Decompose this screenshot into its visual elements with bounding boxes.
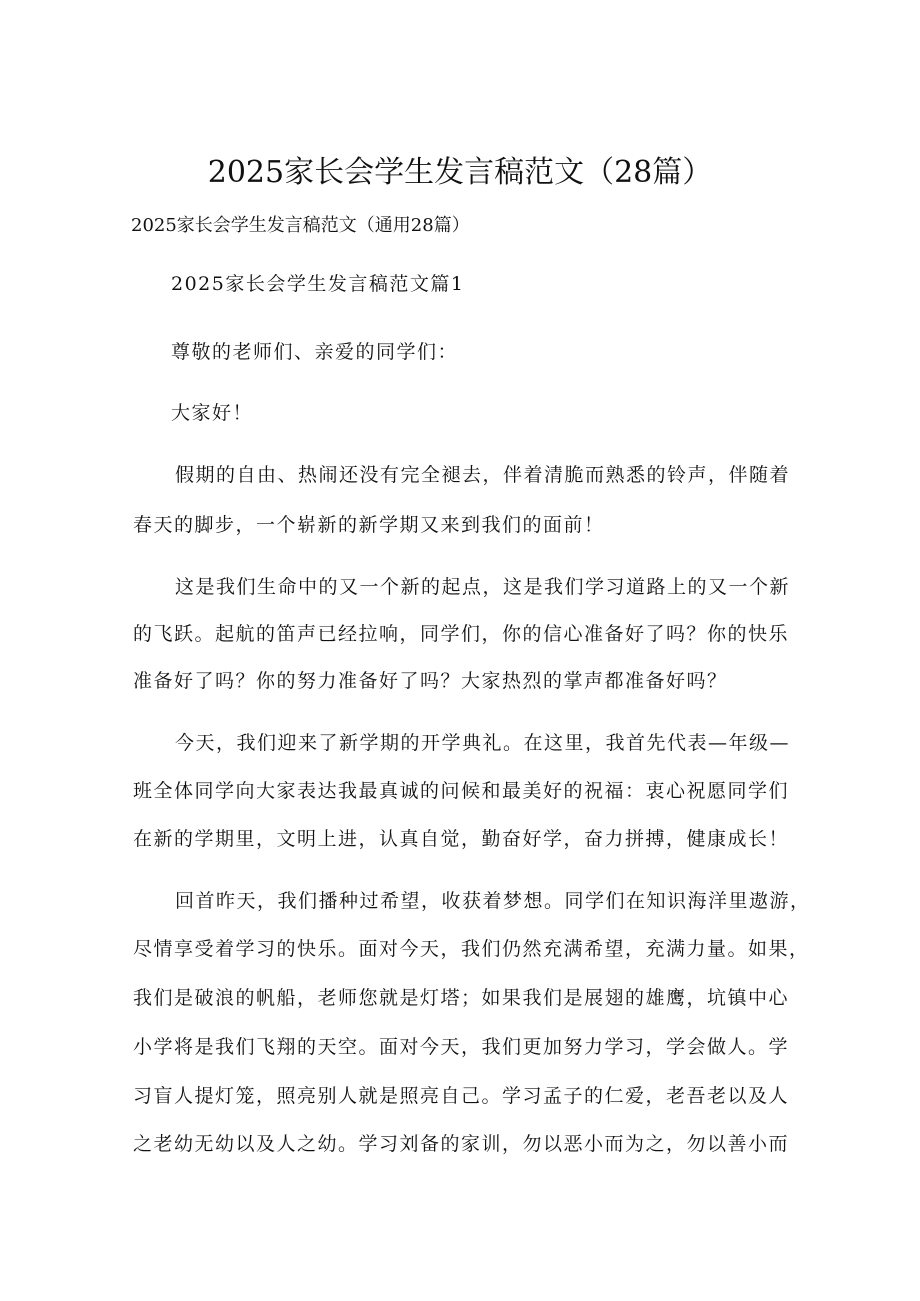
paragraph-3-line-1: 今天，我们迎来了新学期的开学典礼。在这里，我首先代表—年级— bbox=[175, 732, 791, 754]
paragraph-4-line-2: 尽情享受着学习的快乐。面对今天，我们仍然充满希望，充满力量。如果， bbox=[133, 938, 810, 960]
salutation: 尊敬的老师们、亲爱的同学们： bbox=[171, 341, 459, 363]
paragraph-2-line-2: 的飞跃。起航的笛声已经拉响，同学们，你的信心准备好了吗？你的快乐 bbox=[133, 623, 790, 645]
paragraph-3-line-3: 在新的学期里，文明上进，认真自觉，勤奋好学，奋力拼搏，健康成长！ bbox=[133, 828, 790, 850]
paragraph-4-line-4: 小学将是我们飞翔的天空。面对今天，我们更加努力学习，学会做人。学 bbox=[133, 1036, 790, 1058]
document-subtitle: 2025家长会学生发言稿范文（通用28篇） bbox=[131, 215, 470, 236]
paragraph-4-line-3: 我们是破浪的帆船，老师您就是灯塔；如果我们是展翅的雄鹰，坑镇中心 bbox=[133, 987, 790, 1009]
paragraph-4-line-1: 回首昨天，我们播种过希望，收获着梦想。同学们在知识海洋里遨游， bbox=[175, 890, 811, 912]
paragraph-1-line-1: 假期的自由、热闹还没有完全褪去，伴着清脆而熟悉的铃声，伴随着 bbox=[175, 464, 791, 486]
paragraph-4-line-5: 习盲人提灯笼，照亮别人就是照亮自己。学习孟子的仁爱，老吾老以及人 bbox=[133, 1085, 790, 1107]
paragraph-2-line-3: 准备好了吗？你的努力准备好了吗？大家热烈的掌声都准备好吗？ bbox=[133, 670, 728, 692]
greeting: 大家好！ bbox=[171, 402, 254, 424]
paragraph-1-line-2: 春天的脚步，一个崭新的新学期又来到我们的面前！ bbox=[133, 514, 605, 536]
paragraph-2-line-1: 这是我们生命中的又一个新的起点，这是我们学习道路上的又一个新 bbox=[175, 576, 791, 598]
section-heading: 2025家长会学生发言稿范文篇1 bbox=[171, 273, 465, 295]
paragraph-3-line-2: 班全体同学向大家表达我最真诚的问候和最美好的祝福：衷心祝愿同学们 bbox=[133, 780, 790, 802]
document-title: 2025家长会学生发言稿范文（28篇） bbox=[207, 155, 713, 190]
paragraph-4-line-6: 之老幼无幼以及人之幼。学习刘备的家训，勿以恶小而为之，勿以善小而 bbox=[133, 1133, 790, 1155]
